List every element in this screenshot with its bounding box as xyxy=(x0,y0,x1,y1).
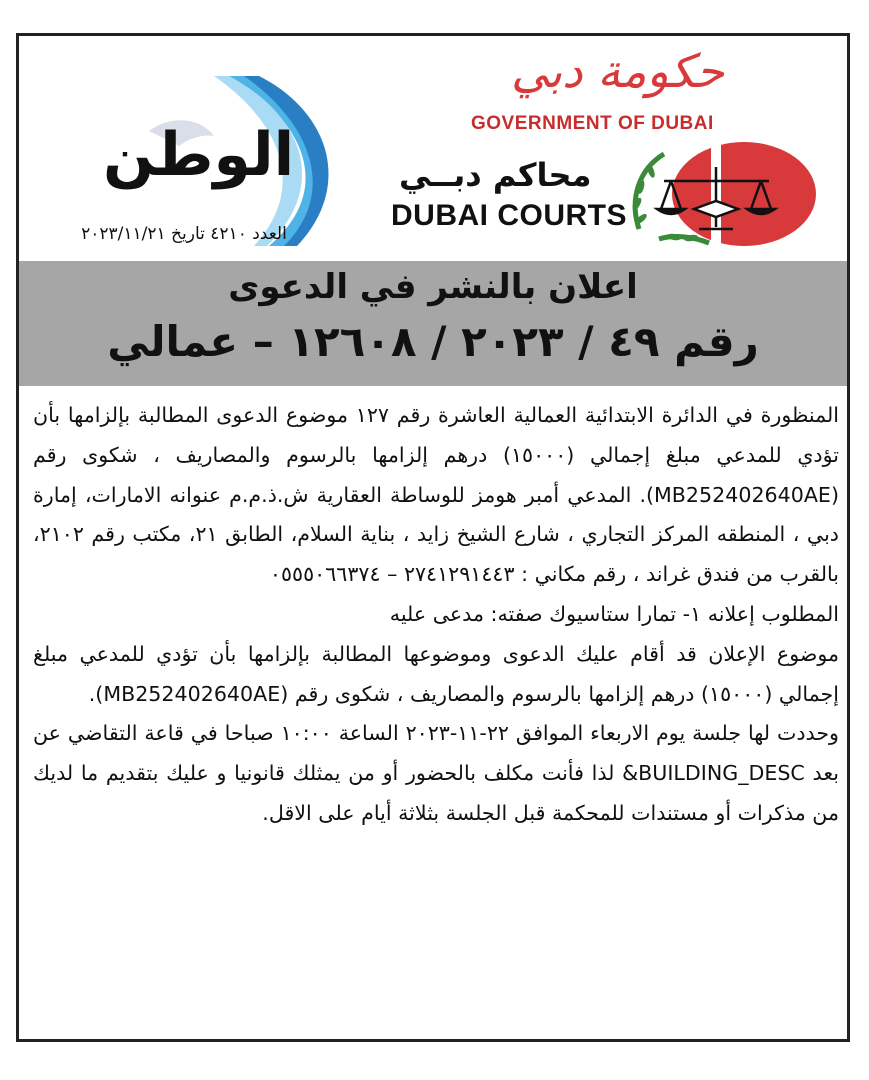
notice-frame xyxy=(16,33,850,1042)
dubai-courts-emblem-icon xyxy=(619,139,819,249)
government-name-en: GOVERNMENT OF DUBAI xyxy=(471,113,714,134)
notice-title-band xyxy=(19,261,847,386)
paragraph-defendant: المطلوب إعلانه ١- تمارا ستاسيوك صفته: مدعى عليه xyxy=(389,601,839,626)
notice-title: اعلان بالنشر في الدعوى xyxy=(228,267,638,307)
newspaper-masthead xyxy=(39,76,339,246)
government-name-ar: حكومة دبي xyxy=(511,44,725,98)
paragraph-case-details: المنظورة في الدائرة الابتدائية العمالية العاشرة رقم ١٢٧ موضوع الدعوى المطالبة بإلزامها بأن تؤدي للمدعي مبلغ إجمالي (١٥٠٠٠) درهم إلزامها بالرسوم والمصاريف ، شكوى رقم (MB252402640AE). المدعي أمبر هومز للوساطة العقارية ش.ذ.م.م عنوانه الامارات، إمارة دبي ، المنطقه المركز التجاري ، شارع الشيخ زايد ، بناية السلام، الطابق ٢١، مكتب رقم ٢١٠٢، بالقرب من فندق غراند ، رقم مكاني : ٢٧٤١٢٩١٤٤٣ – ٠٥٥٥٠٦٦٣٧٤ xyxy=(33,403,840,587)
courts-name-ar: محاكم دبــي xyxy=(399,156,592,194)
courts-name-en: DUBAI COURTS xyxy=(391,199,627,232)
paragraph-hearing: وحددت لها جلسة يوم الاربعاء الموافق ٢٢-١١-٢٠٢٣ الساعة ١٠:٠٠ صباحا في قاعة التقاضي عن بعد BUILDING_DESC& لذا فأنت مكلف بالحضور أو من يمثلك قانونيا و عليك بتقديم ما لديك من مذكرات أو مستندات للمحكمة قبل الجلسة بثلاثة أيام على الاقل. xyxy=(33,721,839,825)
notice-body xyxy=(33,396,839,834)
paragraph-subject: موضوع الإعلان قد أقام عليك الدعوى وموضوعها المطالبة بإلزامها بأن تؤدي للمدعي مبلغ إجمالي (١٥٠٠٠) درهم إلزامها بالرسوم والمصاريف ، شكوى رقم (MB252402640AE). xyxy=(33,641,839,706)
issue-number-date: العدد ٤٢١٠ تاريخ ٢٠٢٣/١١/٢١ xyxy=(81,224,287,244)
header xyxy=(19,36,847,261)
newspaper-name: الوطن xyxy=(103,120,295,190)
case-number: رقم ٤٩ / ٢٠٢٣ / ١٢٦٠٨ – عمالي xyxy=(107,317,759,366)
